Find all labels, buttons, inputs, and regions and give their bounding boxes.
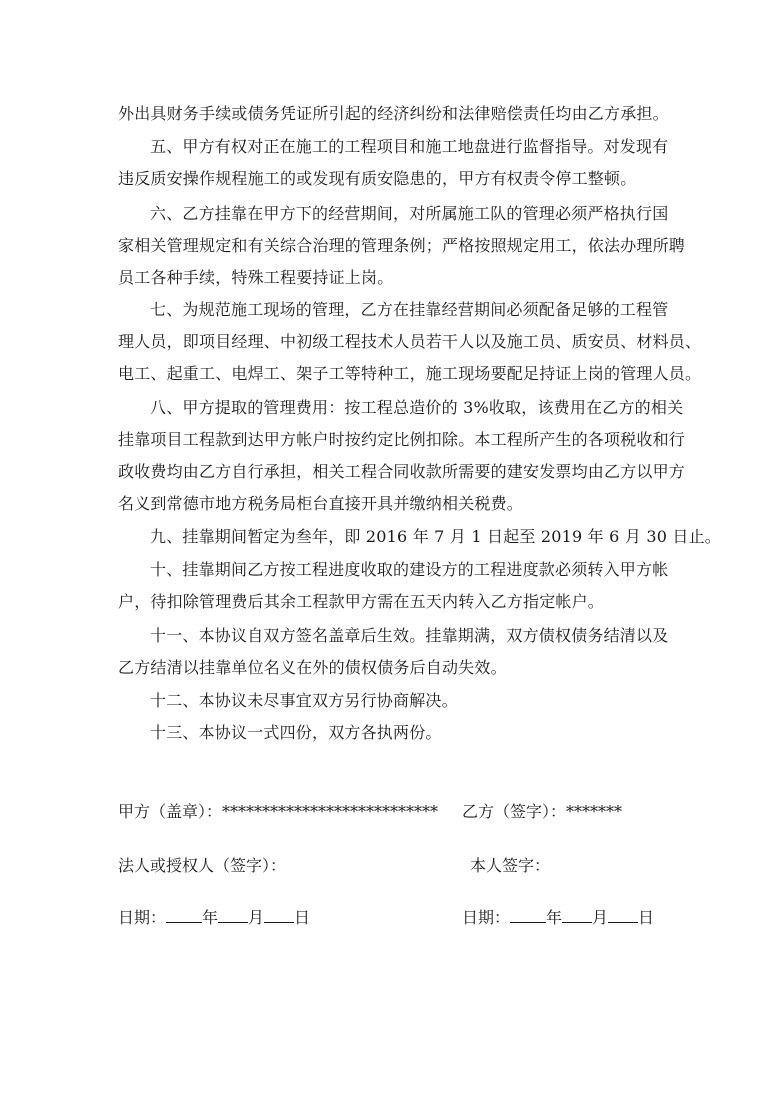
clause-13: [118, 717, 663, 749]
party-b-label: 乙方（签字）：: [462, 802, 567, 821]
text-line: 电工、起重工、电焊工、架子工等特种工，施工现场要配足持证上岗的管理人员。: [118, 364, 702, 383]
text-line: 违反质安操作规程施工的或发现有质安隐患的，甲方有权责令停工整顿。: [118, 169, 637, 188]
text-line: 理人员，即项目经理、中初级工程技术人员若干人以及施工员、质安员、材料员、: [118, 332, 702, 351]
party-a-seal-line: [118, 800, 438, 824]
party-b-sign-line: [462, 800, 622, 824]
clause-12: [118, 685, 663, 717]
clause-5: [118, 131, 669, 195]
month-unit: 月: [248, 908, 265, 927]
legal-rep-label: 法人或授权人（签字）：: [118, 856, 287, 875]
year-unit: 年: [546, 908, 563, 927]
text-line: 户，待扣除管理费后其余工程款甲方需在五天内转入乙方指定帐户。: [118, 592, 605, 611]
text-line: 六、乙方挂靠在甲方下的经营期间，对所属施工队的管理必须严格执行国: [150, 204, 669, 223]
text-line: 五、甲方有权对正在施工的工程项目和施工地盘进行监督指导。对发现有: [150, 137, 669, 156]
party-b-value: *******: [566, 802, 623, 821]
text-line: 员工各种手续，特殊工程要持证上岗。: [118, 268, 394, 287]
clause-9: [118, 521, 721, 553]
date-label: 日期：: [462, 908, 511, 927]
clause-8: [118, 392, 686, 520]
text-line: 政收费均由乙方自行承担，相关工程合同收款所需要的建安发票均由乙方以甲方: [118, 462, 686, 481]
party-a-value: ***************************: [222, 802, 439, 821]
party-a-label: 甲方（盖章）：: [118, 802, 223, 821]
day-blank[interactable]: [264, 908, 294, 923]
month-blank[interactable]: [562, 908, 592, 923]
text-line: 九、挂靠期间暂定为叁年，即 2016 年 7 月 1 日起至 2019 年 6 月 30 日止。: [150, 527, 721, 546]
text-line: 家相关管理规定和有关综合治理的管理条例；严格按照规定用工，依法办理所聘: [118, 236, 686, 255]
self-sign-label: 本人签字：: [470, 856, 551, 875]
clause-11: [118, 620, 669, 684]
party-a-date-line: [118, 906, 310, 930]
text-line: 八、甲方提取的管理费用：按工程总造价的 3%收取，该费用在乙方的相关: [150, 398, 684, 417]
day-unit: 日: [638, 908, 655, 927]
text-line: 乙方结清以挂靠单位名义在外的债权债务后自动失效。: [118, 658, 507, 677]
clause-7: [118, 294, 702, 390]
party-b-date-line: [462, 906, 654, 930]
text-line: 挂靠项目工程款到达甲方帐户时按约定比例扣除。本工程所产生的各项税收和行: [118, 430, 686, 449]
text-line: 十一、本协议自双方签名盖章后生效。挂靠期满，双方债权债务结清以及: [150, 626, 669, 645]
day-unit: 日: [294, 908, 311, 927]
day-blank[interactable]: [608, 908, 638, 923]
clause-6: [118, 198, 686, 294]
text-line: 十、挂靠期间乙方按工程进度收取的建设方的工程进度款必须转入甲方帐: [150, 560, 669, 579]
text-line: 七、为规范施工现场的管理，乙方在挂靠经营期间必须配备足够的工程管: [150, 300, 669, 319]
clause-10: [118, 554, 669, 618]
month-blank[interactable]: [218, 908, 248, 923]
text-line: 十二、本协议未尽事宜双方另行协商解决。: [150, 691, 458, 710]
legal-rep-sign-line: [118, 854, 286, 878]
year-blank[interactable]: [510, 908, 546, 923]
year-blank[interactable]: [166, 908, 202, 923]
paragraph-continuation: [118, 98, 669, 130]
date-label: 日期：: [118, 908, 167, 927]
text-line: 名义到常德市地方税务局柜台直接开具并缴纳相关税费。: [118, 494, 524, 513]
year-unit: 年: [202, 908, 219, 927]
text-line: 十三、本协议一式四份，双方各执两份。: [150, 723, 442, 742]
month-unit: 月: [592, 908, 609, 927]
self-sign-line: [470, 854, 550, 878]
text-line: 外出具财务手续或债务凭证所引起的经济纠纷和法律赔偿责任均由乙方承担。: [118, 104, 669, 123]
